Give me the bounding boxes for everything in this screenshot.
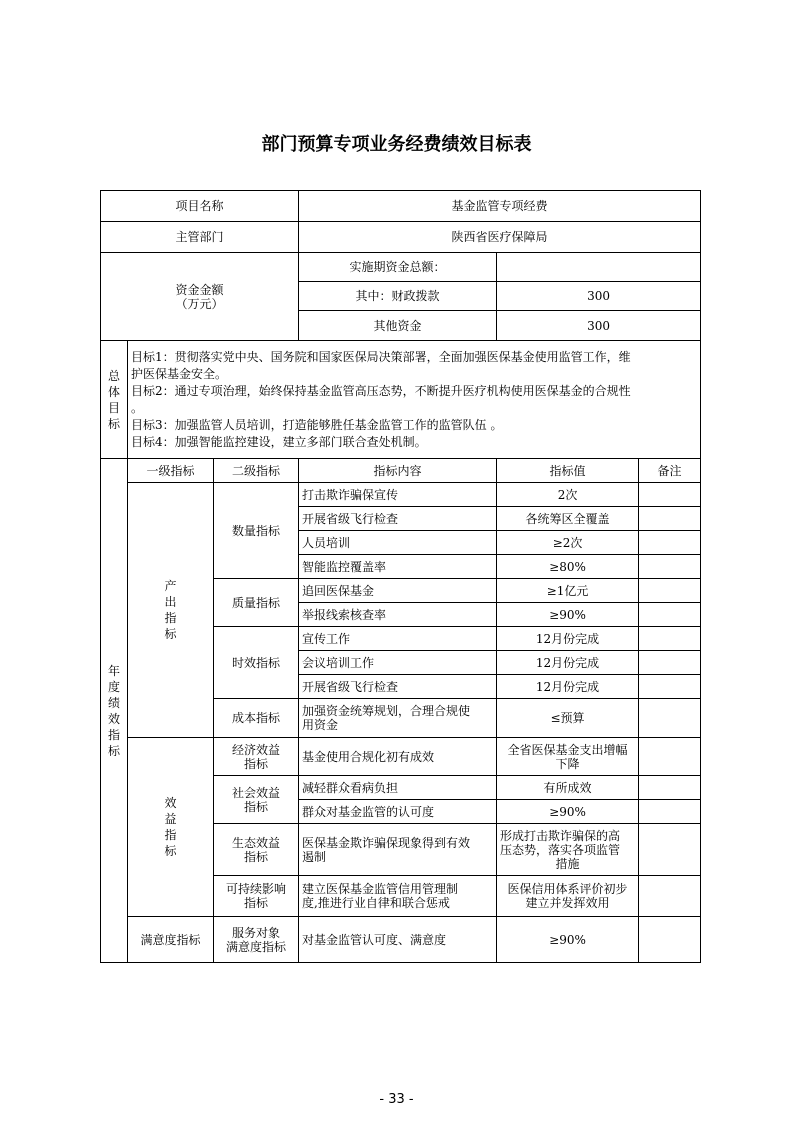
indicator-content: 人员培训 — [299, 531, 497, 555]
content-line: 加强资金统筹规划，合理合规使 — [302, 704, 471, 718]
table-row — [101, 917, 701, 963]
indicator-content — [299, 824, 497, 876]
indicator-content: 会议培训工作 — [299, 651, 497, 675]
benefit-char: 指 — [164, 828, 177, 842]
value-line: 下降 — [555, 756, 580, 771]
benefit-char: 效 — [164, 796, 177, 810]
indicator-content: 智能监控覆盖率 — [299, 555, 497, 579]
indicator-header-row — [101, 459, 701, 483]
label-line: 满意度指标 — [226, 939, 287, 954]
indicator-value: 各统筹区全覆盖 — [497, 507, 639, 531]
value-line: 建立并发挥效用 — [525, 896, 610, 910]
goal-line: 目标3：加强监管人员培训，打造能够胜任基金监管工作的监管队伍 。 — [131, 417, 503, 432]
goal-line: 目标1：贯彻落实党中央、国务院和国家医保局决策部署，全面加强医保基金使用监管工作，维 — [131, 349, 631, 364]
page-number: - 33 - — [379, 1092, 414, 1107]
goal-line: 护医保基金安全。 — [131, 366, 228, 381]
indicator-content: 举报线索核查率 — [299, 603, 497, 627]
indicator-note — [639, 627, 701, 651]
funds-other-label: 其他资金 — [299, 311, 497, 341]
benefit-char: 益 — [164, 812, 177, 826]
indicator-content: 追回医保基金 — [299, 579, 497, 603]
indicator-content: 打击欺诈骗保宣传 — [299, 483, 497, 507]
content-line: 建立医保基金监管信用管理制 — [302, 882, 459, 896]
satisfaction-indicator-label: 满意度指标 — [128, 917, 214, 963]
label-line: 社会效益 — [232, 785, 281, 800]
header-content: 指标内容 — [299, 459, 497, 483]
indicator-value: ≥80% — [497, 555, 639, 579]
indicator-value: 有所成效 — [497, 776, 639, 800]
funds-other-value: 300 — [497, 311, 701, 341]
label-line: 生态效益 — [232, 835, 281, 850]
indicator-content: 群众对基金监管的认可度 — [299, 800, 497, 824]
indicator-note — [639, 738, 701, 776]
indicator-content: 宣传工作 — [299, 627, 497, 651]
indicator-value — [497, 738, 639, 776]
ecological-indicator-label — [214, 824, 299, 876]
label-line: 指标 — [244, 756, 269, 771]
indicator-content: 减轻群众看病负担 — [299, 776, 497, 800]
benefit-char: 标 — [164, 844, 177, 858]
project-name-row — [101, 191, 701, 222]
content-line: 度,推进行业自律和联合惩戒 — [302, 896, 450, 910]
funds-fiscal-label: 其中：财政拨款 — [299, 282, 497, 311]
header-note: 备注 — [639, 459, 701, 483]
indicator-value: 12月份完成 — [497, 651, 639, 675]
indicator-value: ≥90% — [497, 603, 639, 627]
funds-label-line1: 资金金额 — [175, 282, 224, 297]
indicator-note — [639, 651, 701, 675]
indicator-value — [497, 824, 639, 876]
overall-goal-char: 体 — [107, 384, 120, 399]
page-title: 部门预算专项业务经费绩效目标表 — [261, 134, 532, 155]
header-level1: 一级指标 — [128, 459, 214, 483]
annual-indicator-label — [101, 459, 128, 963]
indicator-value: 12月份完成 — [497, 675, 639, 699]
department-value: 陕西省医疗保障局 — [299, 222, 701, 253]
annual-char: 标 — [107, 743, 120, 758]
annual-char: 效 — [107, 711, 120, 726]
indicator-value: ≥90% — [497, 917, 639, 963]
funds-label-line2: （万元） — [175, 296, 224, 311]
indicator-value: ≤预算 — [497, 699, 639, 738]
performance-table — [100, 190, 701, 963]
label-line: 指标 — [244, 849, 269, 864]
label-line: 服务对象 — [232, 925, 281, 940]
project-name-value: 基金监管专项经费 — [299, 191, 701, 222]
indicator-note — [639, 483, 701, 507]
overall-goal-char: 标 — [107, 416, 120, 431]
goal-line: 目标4：加强智能监控建设，建立多部门联合查处机制。 — [131, 434, 427, 449]
funds-total-value — [497, 253, 701, 282]
indicator-note — [639, 824, 701, 876]
indicator-value: ≥1亿元 — [497, 579, 639, 603]
benefit-indicator-label — [128, 738, 214, 917]
output-char: 出 — [164, 595, 177, 609]
quantity-indicator-label: 数量指标 — [214, 483, 299, 579]
indicator-note — [639, 800, 701, 824]
indicator-value: 12月份完成 — [497, 627, 639, 651]
table-row — [101, 483, 701, 507]
indicator-note — [639, 531, 701, 555]
goal-line: 。 — [131, 400, 144, 415]
output-indicator-label — [128, 483, 214, 738]
output-char: 指 — [164, 611, 177, 625]
cost-indicator-label: 成本指标 — [214, 699, 299, 738]
annual-char: 指 — [107, 727, 120, 742]
quality-indicator-label: 质量指标 — [214, 579, 299, 627]
funds-label — [101, 253, 299, 341]
value-line: 全省医保基金支出增幅 — [507, 742, 628, 757]
label-line: 指标 — [244, 896, 269, 910]
overall-goal-text — [128, 341, 701, 459]
indicator-content — [299, 876, 497, 917]
funds-total-label: 实施期资金总额： — [299, 253, 497, 282]
label-line: 指标 — [244, 799, 269, 814]
label-line: 经济效益 — [232, 742, 281, 757]
content-line: 用资金 — [302, 718, 339, 732]
output-char: 产 — [164, 579, 177, 593]
value-line: 压态势，落实各项监管 — [500, 842, 621, 857]
header-value: 指标值 — [497, 459, 639, 483]
satisfaction-sub-label — [214, 917, 299, 963]
indicator-note — [639, 876, 701, 917]
indicator-note — [639, 603, 701, 627]
indicator-note — [639, 699, 701, 738]
annual-char: 绩 — [107, 695, 120, 710]
indicator-content: 开展省级飞行检查 — [299, 507, 497, 531]
timeliness-indicator-label: 时效指标 — [214, 627, 299, 699]
indicator-content: 基金使用合规化初有成效 — [299, 738, 497, 776]
indicator-note — [639, 776, 701, 800]
indicator-note — [639, 555, 701, 579]
header-level2: 二级指标 — [214, 459, 299, 483]
value-line: 医保信用体系评价初步 — [507, 882, 628, 896]
indicator-content: 开展省级飞行检查 — [299, 675, 497, 699]
table-row — [101, 738, 701, 776]
indicator-note — [639, 917, 701, 963]
annual-char: 度 — [107, 679, 120, 694]
project-name-label: 项目名称 — [101, 191, 299, 222]
annual-char: 年 — [107, 663, 120, 678]
indicator-content — [299, 699, 497, 738]
output-char: 标 — [164, 627, 177, 641]
content-line: 遏制 — [302, 849, 327, 864]
label-line: 可持续影响 — [226, 882, 287, 896]
indicator-value: ≥90% — [497, 800, 639, 824]
economic-indicator-label — [214, 738, 299, 776]
indicator-content: 对基金监管认可度、满意度 — [299, 917, 497, 963]
department-label: 主管部门 — [101, 222, 299, 253]
funds-fiscal-value: 300 — [497, 282, 701, 311]
indicator-value — [497, 876, 639, 917]
overall-goal-row — [101, 341, 701, 459]
value-line: 措施 — [555, 856, 580, 871]
overall-goal-char: 总 — [107, 368, 120, 383]
department-row — [101, 222, 701, 253]
overall-goal-label — [101, 341, 128, 459]
content-line: 医保基金欺诈骗保现象得到有效 — [302, 835, 471, 850]
overall-goal-char: 目 — [107, 400, 120, 415]
value-line: 形成打击欺诈骗保的高 — [500, 828, 621, 843]
indicator-value: 2次 — [497, 483, 639, 507]
indicator-note — [639, 675, 701, 699]
goal-line: 目标2：通过专项治理，始终保持基金监管高压态势，不断提升医疗机构使用医保基金的合规性 — [131, 383, 631, 398]
indicator-value: ≥2次 — [497, 531, 639, 555]
indicator-note — [639, 579, 701, 603]
sustainable-indicator-label — [214, 876, 299, 917]
social-indicator-label — [214, 776, 299, 824]
indicator-note — [639, 507, 701, 531]
funds-total-row — [101, 253, 701, 282]
